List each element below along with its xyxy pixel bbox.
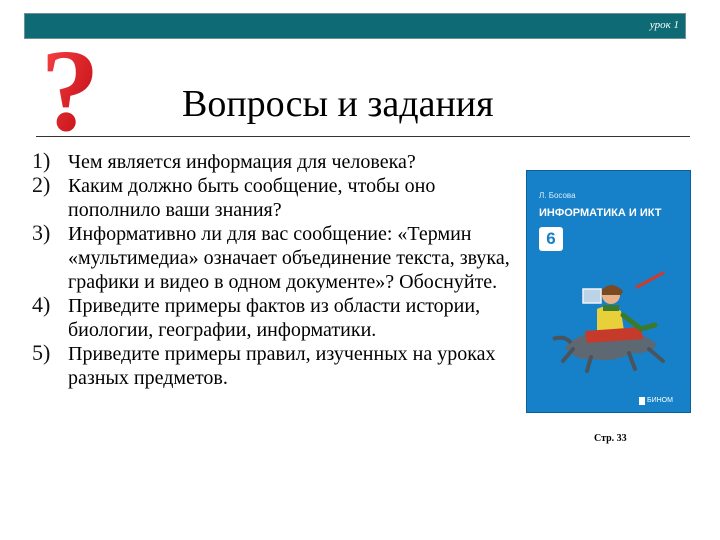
question-number: 4) xyxy=(32,292,51,317)
question-number: 1) xyxy=(32,148,51,173)
book-author: Л. Босова xyxy=(539,191,576,200)
book-publisher: БИНОМ xyxy=(647,397,673,404)
publisher-logo-icon xyxy=(639,397,645,405)
header-bar xyxy=(24,13,686,39)
svg-text:?: ? xyxy=(40,30,100,140)
title-divider xyxy=(36,136,690,137)
question-text: Информативно ли для вас сообщение: «Термин «мультимедиа» означает объединение текста, звука, графики и видео в одном документе»? Обоснуйте. xyxy=(68,223,510,293)
question-item xyxy=(32,222,522,294)
book-title: ИНФОРМАТИКА И ИКТ xyxy=(539,207,662,219)
book-grade-badge: 6 xyxy=(539,227,563,251)
question-list xyxy=(32,150,522,390)
textbook-cover xyxy=(526,170,691,413)
page-title: Вопросы и задания xyxy=(182,83,494,125)
lesson-label: урок 1 xyxy=(649,19,679,31)
question-text: Чем является информация для человека? xyxy=(68,151,416,173)
question-item xyxy=(32,342,522,390)
book-cover-illustration xyxy=(545,269,675,379)
page-reference: Стр. 33 xyxy=(594,433,627,444)
question-text: Приведите примеры правил, изученных на уроках разных предметов. xyxy=(68,343,496,389)
question-mark-icon xyxy=(30,30,110,140)
question-text: Каким должно быть сообщение, чтобы оно пополнило ваши знания? xyxy=(68,175,436,221)
question-item xyxy=(32,174,522,222)
question-number: 5) xyxy=(32,340,51,365)
question-item xyxy=(32,294,522,342)
question-number: 3) xyxy=(32,220,51,245)
question-item xyxy=(32,150,522,174)
question-number: 2) xyxy=(32,172,51,197)
question-text: Приведите примеры фактов из области истории, биологии, географии, информатики. xyxy=(68,295,481,341)
